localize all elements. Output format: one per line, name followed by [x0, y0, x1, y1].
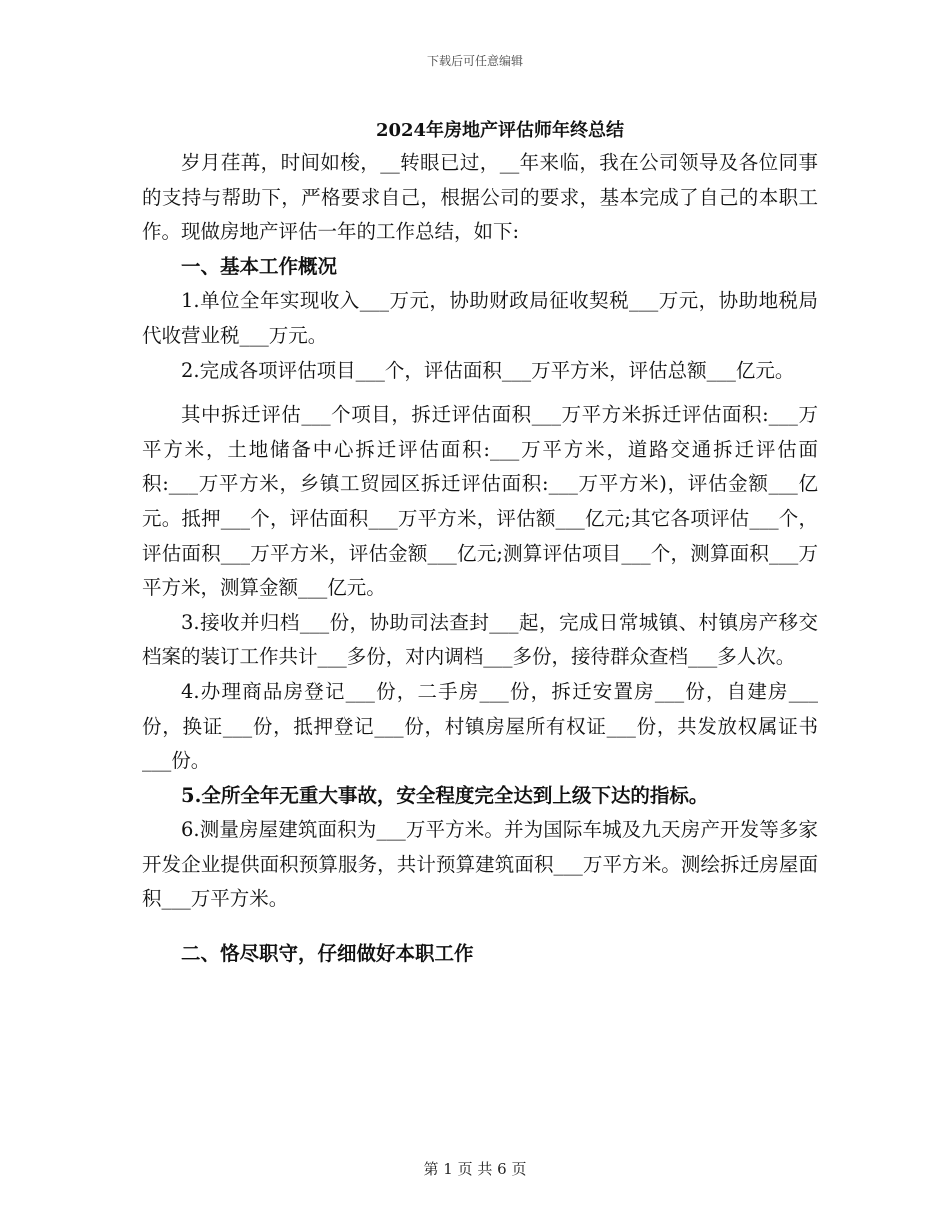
item-4-paragraph: 4.办理商品房登记___份，二手房___份，拆迁安置房___份，自建房___份，换证___份，抵押登记___份，村镇房屋所有权证___份，共发放权属证书___份。	[142, 679, 818, 773]
demolition-paragraph: 其中拆迁评估___个项目，拆迁评估面积___万平方米拆迁评估面积:___万平方米，土地储备中心拆迁评估面积:___万平方米，道路交通拆迁评估面积:___万平方米，乡镇工贸园区拆迁评估面积:___万平方米)，评估金额___亿元。抵押___个，评估面积___万平方米，评估额___亿元;其它各项评估___个，评估面积___万平方米，评估金额___亿元;测算评估项目___个，测算面积___万平方米，测算金额___亿元。	[142, 403, 818, 600]
section-heading-2: 二、恪尽职守，仔细做好本职工作	[181, 942, 474, 966]
document-body	[142, 146, 818, 972]
item-3-paragraph: 3.接收并归档___份，协助司法查封___起，完成日常城镇、村镇房产移交档案的装订工作共计___多份，对内调档___多份，接待群众查档___多人次。	[142, 610, 818, 669]
item-5-paragraph: 5.全所全年无重大事故，安全程度完全达到上级下达的指标。	[181, 783, 709, 807]
page-footer: 第 1 页 共 6 页	[423, 1160, 527, 1178]
item-1-paragraph: 1.单位全年实现收入___万元，协助财政局征收契税___万元，协助地税局代收营业税___万元。	[142, 289, 818, 347]
intro-paragraph: 岁月荏苒，时间如梭，__转眼已过，__年来临，我在公司领导及各位同事的支持与帮助下，严格要求自己，根据公司的要求，基本完成了自己的本职工作。现做房地产评估一年的工作总结，如下:	[142, 151, 818, 244]
section-heading-1: 一、基本工作概况	[181, 254, 338, 278]
item-2-paragraph: 2.完成各项评估项目___个，评估面积___万平方米，评估总额___亿元。	[181, 358, 795, 382]
page-header: 下载后可任意编辑	[426, 54, 523, 68]
item-6-paragraph: 6.测量房屋建筑面积为___万平方米。并为国际车城及九天房产开发等多家开发企业提供面积预算服务，共计预算建筑面积___万平方米。测绘拆迁房屋面积___万平方米。	[142, 818, 818, 911]
document-title: 2024年房地产评估师年终总结	[375, 120, 625, 141]
